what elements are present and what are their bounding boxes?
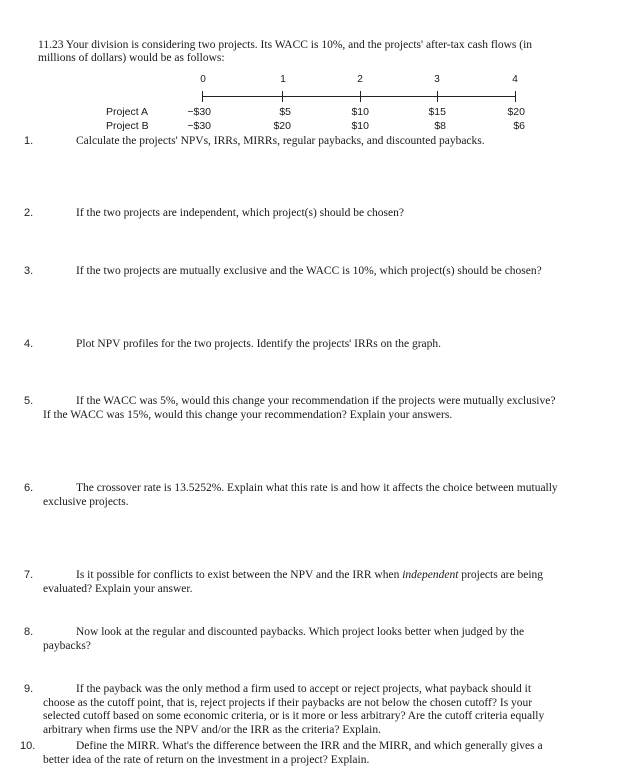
question-8-line-1: Now look at the regular and discounted paybacks. Which project looks better when judged by the	[76, 626, 525, 638]
question-number: 7.	[24, 569, 34, 581]
question-10-line-1: Define the MIRR. What's the difference between the IRR and the MIRR, and which generally gives a	[76, 740, 543, 752]
timeline-axis	[202, 96, 516, 97]
question-9-line-2: choose as the cutoff point, that is, reject projects if their paybacks are not below the chosen cutoff? Is your	[43, 696, 533, 709]
question-7-line-1b: projects are being	[458, 569, 544, 581]
question-6-line-2: exclusive projects.	[43, 495, 129, 508]
period-label-4: 4	[512, 74, 518, 85]
question-number: 1.	[24, 135, 34, 147]
question-10-text	[43, 740, 608, 767]
question-8-line-2: paybacks?	[43, 639, 91, 652]
question-number: 2.	[24, 207, 34, 219]
project-a-cf-4: $20	[507, 106, 525, 118]
question-9-line-4: arbitrary when firms use the NPV and/or the IRR as the criteria? Explain.	[43, 723, 381, 736]
timeline-tick	[515, 91, 516, 102]
question-4-text: Plot NPV profiles for the two projects. Identify the projects' IRRs on the graph.	[76, 338, 442, 350]
question-6-text	[43, 482, 608, 509]
project-b-label: Project B	[106, 120, 149, 132]
project-b-cf-2: $10	[351, 120, 369, 132]
question-7-line-2: evaluated? Explain your answer.	[43, 582, 193, 595]
question-9-line-1: If the payback was the only method a firm used to accept or reject projects, what payback should it	[76, 683, 532, 695]
question-3-text: If the two projects are mutually exclusive and the WACC is 10%, which project(s) should be chosen?	[76, 265, 542, 277]
question-number: 3.	[24, 265, 34, 277]
project-a-cf-2: $10	[351, 106, 369, 118]
question-number: 9.	[24, 683, 34, 695]
question-2-text: If the two projects are independent, which project(s) should be chosen?	[76, 207, 404, 219]
question-7-text	[43, 569, 608, 596]
period-label-2: 2	[357, 74, 363, 85]
period-label-1: 1	[280, 74, 286, 85]
question-5-line-1: If the WACC was 5%, would this change your recommendation if the projects were mutually exclusive?	[76, 395, 556, 407]
question-number: 6.	[24, 482, 34, 494]
project-a-cf-1: $5	[279, 106, 291, 118]
question-10-line-2: better idea of the rate of return on the investment in a project? Explain.	[43, 753, 370, 766]
problem-intro-line-2: millions of dollars) would be as follows:	[38, 52, 225, 64]
timeline-tick	[437, 91, 438, 102]
question-7-line-1a: Is it possible for conflicts to exist between the NPV and the IRR when	[76, 569, 403, 581]
question-8-text	[43, 626, 608, 653]
problem-intro-line-1: 11.23 Your division is considering two projects. Its WACC is 10%, and the projects' after-tax cash flows (in	[38, 39, 533, 51]
question-7-emphasis: independent	[402, 569, 459, 581]
period-label-3: 3	[434, 74, 440, 85]
project-a-cf-3: $15	[428, 106, 446, 118]
question-5-text	[43, 395, 608, 422]
question-number: 10.	[20, 740, 36, 752]
project-a-cf-0: −$30	[187, 106, 211, 118]
timeline-tick	[202, 91, 203, 102]
question-number: 5.	[24, 395, 34, 407]
project-a-label: Project A	[106, 106, 149, 118]
question-9-line-3: selected cutoff based on some economic criteria, or is it more or less arbitrary? Are the cutoff criteria equally	[43, 710, 545, 723]
period-label-0: 0	[200, 74, 206, 85]
project-b-cf-3: $8	[434, 120, 446, 132]
question-number: 4.	[24, 338, 34, 350]
project-b-cf-1: $20	[273, 120, 291, 132]
project-b-cf-0: −$30	[187, 120, 211, 132]
timeline-tick	[360, 91, 361, 102]
project-b-cf-4: $6	[513, 120, 525, 132]
question-6-line-1: The crossover rate is 13.5252%. Explain what this rate is and how it affects the choice between mutually	[76, 482, 558, 494]
question-5-line-2: If the WACC was 15%, would this change your recommendation? Explain your answers.	[43, 408, 453, 421]
question-9-text	[43, 683, 608, 737]
timeline-tick	[282, 91, 283, 102]
question-1-text: Calculate the projects' NPVs, IRRs, MIRRs, regular paybacks, and discounted paybacks.	[76, 135, 485, 147]
question-number: 8.	[24, 626, 34, 638]
